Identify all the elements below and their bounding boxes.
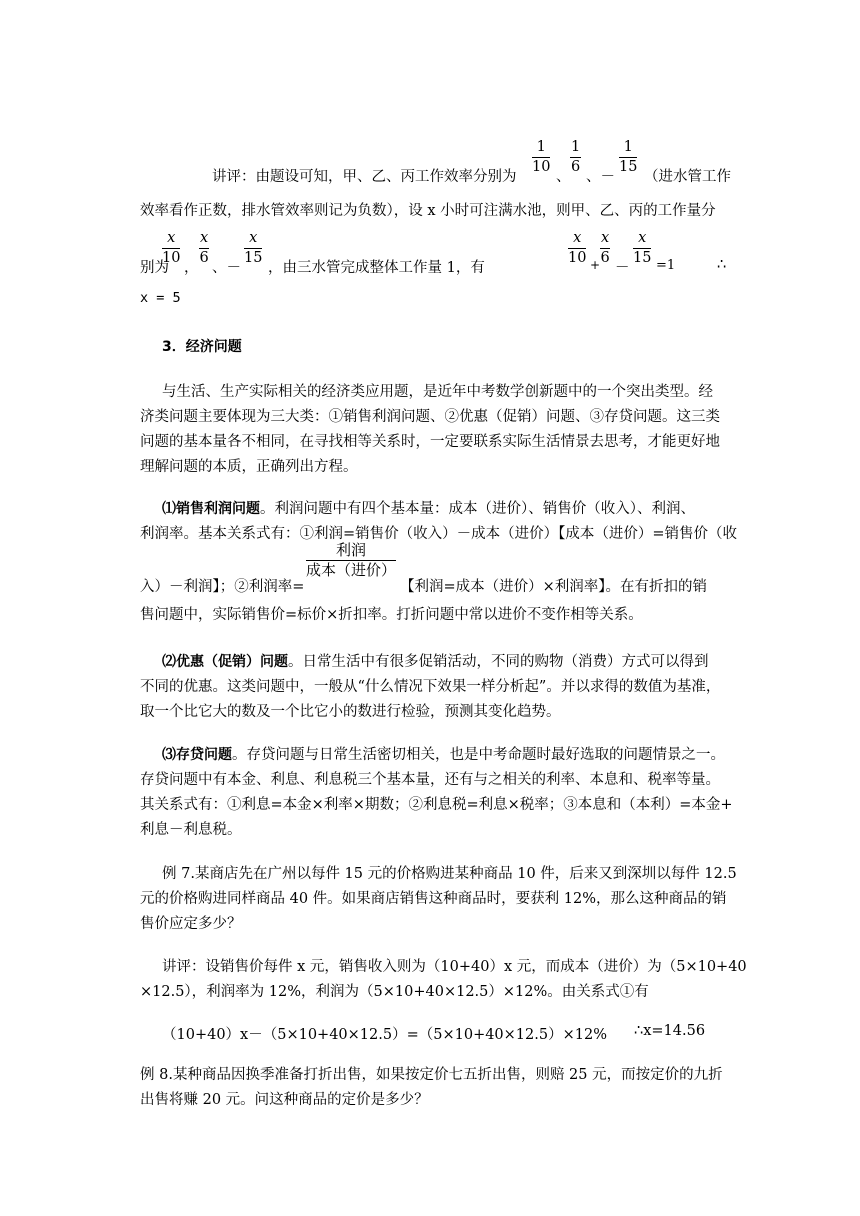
profit-rate-fraction: 利润 成本（进价） [306,541,397,579]
therefore-symbol: ∴ [717,257,727,273]
equation-minus: － [615,260,630,276]
fraction-x-6: $\frac{x}{6}$ [199,230,209,266]
separator: ， [184,260,199,276]
equation-term-b: $\frac{x}{6}$ [600,230,610,266]
intro-line-3: 问题的基本量各不相同，在寻找相等关系时，一定要联系实际生活情景去思考，才能更好地 [140,434,720,450]
example-7-line-1: 例 7.某商店先在广州以每件 15 元的价格购进某种商品 10 件，后来又到深圳以每件 12.5 [162,866,737,882]
fraction-x-15: $\frac{x}{15}$ [244,230,263,266]
intro-line-1: 与生活、生产实际相关的经济类应用题，是近年中考数学创新题中的一个突出类型。经 [162,384,713,400]
answer-x: x = 5 [140,290,181,306]
example-7-equation: （10+40）x－（5×10+40×12.5）=（5×10+40×12.5）×12% [162,1027,607,1043]
fraction-1-15: $\frac{1}{15}$ [619,139,638,175]
fraction-1-10: $\frac{1}{10}$ [532,139,551,175]
example-7-line-2: 元的价格购进同样商品 40 件。如果商店销售这种商品时，要获利 12%，那么这种商品的销 [140,891,727,907]
deposit-heading: ⑶存贷问题 [162,747,232,763]
commentary-lead: 讲评：由题设可知，甲、乙、丙工作效率分别为 [212,169,517,185]
example-7-commentary-line-1: 讲评：设销售价每件 x 元，销售收入则为（10+40）x 元，而成本（进价）为（5×10+40 [162,959,747,975]
deposit-text: 。存贷问题与日常生活密切相关，也是中考命题时最好选取的问题情景之一。 [232,747,725,763]
promotion-line-2: 不同的优惠。这类问题中，一般从“什么情况下效果一样分析起”。并以求得的数值为基准， [140,679,721,695]
fraction-x-10: $\frac{x}{10}$ [162,230,181,266]
example-7-commentary-line-2: ×12.5），利润率为 12%，利润为（5×10+40×12.5）×12%。由关系式①有 [140,984,649,1000]
example-7-answer: ∴x=14.56 [634,1023,706,1039]
promotion-heading: ⑵优惠（促销）问题 [162,654,288,670]
equation-term-c: $\frac{x}{15}$ [633,230,652,266]
sales-profit-line-4: 售问题中，实际销售价=标价×折扣率。打折问题中常以进价不变作相等关系。 [140,607,643,623]
deposit-line-3: 其关系式有：①利息=本金×利率×期数；②利息税=利息×税率；③本息和（本利）=本金+ [140,797,733,813]
fraction-1-6: $\frac{1}{6}$ [571,139,581,175]
commentary-tail: （进水管工作 [644,169,731,185]
separator: 、 [556,169,571,185]
separator-minus: 、－ [212,260,241,276]
deposit-line-2: 存贷问题中有本金、利息、利息税三个基本量，还有与之相关的利率、本息和、税率等量。 [140,772,720,788]
example-7-line-3: 售价应定多少？ [140,916,242,932]
separator-minus: 、－ [586,169,615,185]
sales-profit-line-3-start: 入）－利润】；②利润率= [140,579,305,595]
sales-profit-line-2: 利润率。基本关系式有：①利润=销售价（收入）－成本（进价）【成本（进价）=销售价（收 [140,526,738,542]
sales-profit-para-line-1 [162,497,695,518]
sales-profit-line-3-end: 【利润=成本（进价）×利润率】。在有折扣的销 [400,579,708,595]
deposit-line-4: 利息－利息税。 [140,822,242,838]
equation-term-a: $\frac{x}{10}$ [568,230,587,266]
example-8-line-2: 出售将赚 20 元。问这种商品的定价是多少？ [140,1092,429,1108]
example-8-line-1: 例 8.某种商品因换季准备打折出售，如果按定价七五折出售，则赔 25 元，而按定价的九折 [140,1067,723,1083]
promotion-line-3: 取一个比它大的数及一个比它小的数进行检验，预测其变化趋势。 [140,704,561,720]
sales-profit-text: 。利润问题中有四个基本量：成本（进价）、销售价（收入）、利润、 [260,501,695,517]
section-heading: 3．经济问题 [162,339,242,355]
commentary-line-3-start: 别为 [140,260,169,276]
equation-plus: + [590,258,601,272]
deposit-para-line-1 [162,743,725,764]
commentary-line-2: 效率看作正数，排水管效率则记为负数），设 x 小时可注满水池，则甲、乙、丙的工作量分 [140,203,716,219]
sales-profit-heading: ⑴销售利润问题 [162,501,260,517]
promotion-text: 。日常生活中有很多促销活动，不同的购物（消费）方式可以得到 [288,654,709,670]
commentary-line-3-end: ，由三水管完成整体工作量 1，有 [268,260,485,276]
intro-line-4: 理解问题的本质，正确列出方程。 [140,459,358,475]
intro-line-2: 济类问题主要体现为三大类：①销售利润问题、②优惠（促销）问题、③存贷问题。这三类 [140,409,720,425]
promotion-para-line-1 [162,650,709,671]
equation-rhs: =1 [656,258,676,273]
